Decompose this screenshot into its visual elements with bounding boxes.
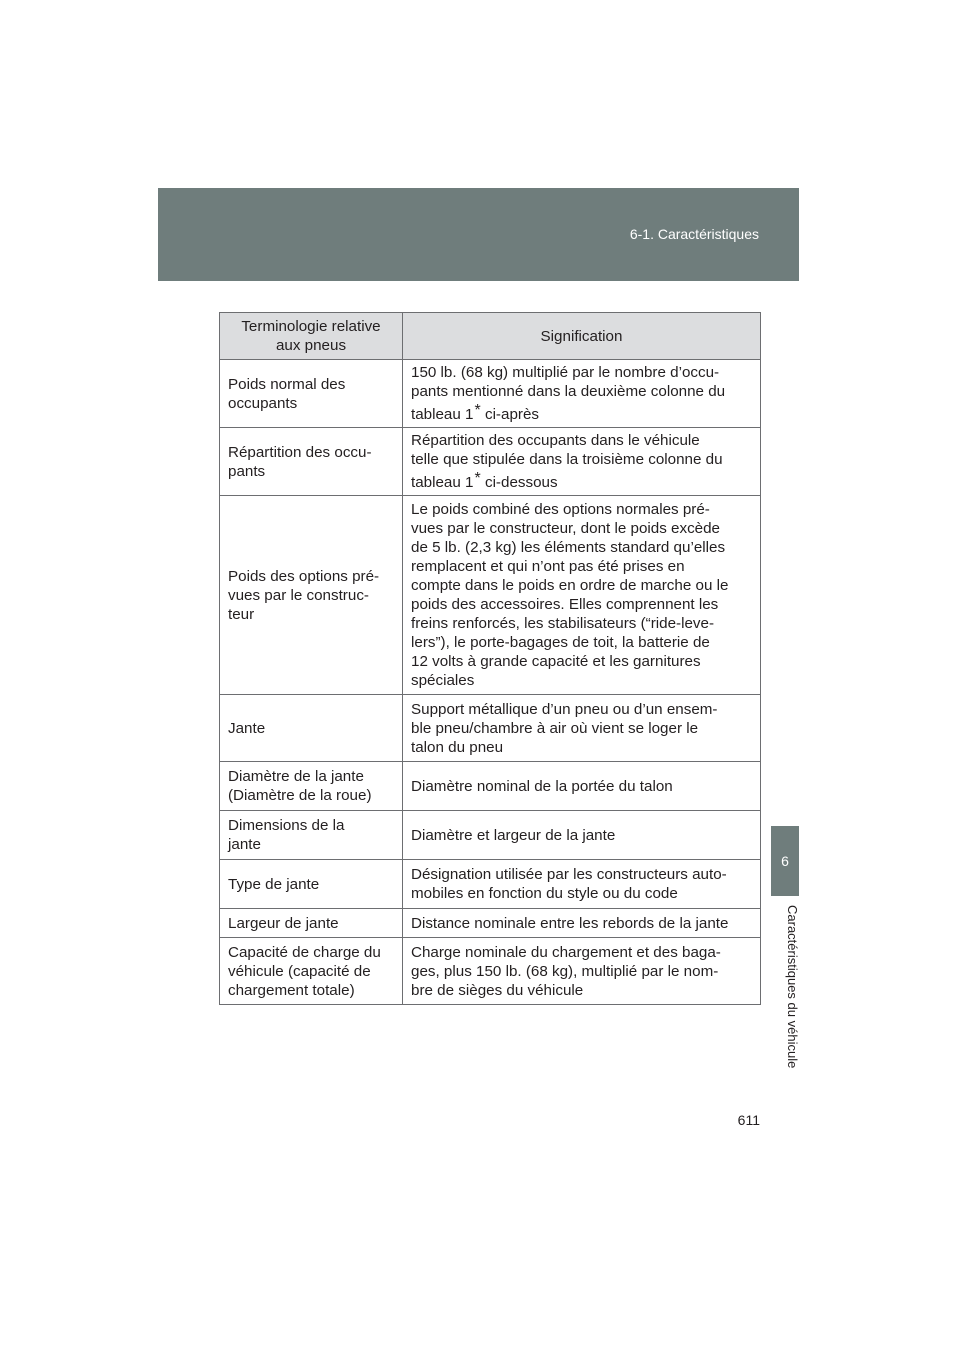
- table-row: [220, 695, 761, 762]
- meaning-line: 150 lb. (68 kg) multiplié par le nombre d’occu-: [411, 364, 720, 381]
- meaning-cell: [403, 762, 761, 811]
- meaning-cell: [403, 360, 761, 428]
- term-line: jante: [228, 836, 261, 853]
- table-row: [220, 811, 761, 860]
- term-cell: [220, 695, 403, 762]
- header-line: Terminologie relative: [241, 318, 381, 335]
- meaning-line: Répartition des occupants dans le véhicule: [411, 432, 700, 449]
- term-line: Jante: [228, 719, 266, 737]
- meaning-line: 12 volts à grande capacité et les garnitures: [411, 653, 701, 670]
- meaning-line: mobiles en fonction du style ou du code: [411, 885, 678, 902]
- meaning-line: telle que stipulée dans la troisième colonne du: [411, 451, 723, 468]
- meaning-cell: [403, 496, 761, 695]
- term-cell: [220, 360, 403, 428]
- chapter-title-vertical: Caractéristiques du véhicule: [785, 905, 800, 1069]
- meaning-cell: [403, 909, 761, 938]
- page-number: 611: [737, 1112, 760, 1128]
- table-row: [220, 428, 761, 496]
- meaning-cell: [403, 938, 761, 1005]
- term-line: Poids normal des: [228, 375, 346, 393]
- section-title: 6-1. Caractéristiques: [629, 226, 759, 242]
- table-row: [220, 860, 761, 909]
- term-line: Répartition des occu-: [228, 443, 372, 461]
- meaning-line: Distance nominale entre les rebords de la jante: [411, 914, 729, 932]
- term-line: Dimensions de la: [228, 817, 345, 834]
- table-row: [220, 360, 761, 428]
- meaning-line: lers”), le porte-bagages de toit, la batterie de: [411, 634, 710, 651]
- table-row: [220, 909, 761, 938]
- table-header-row: [220, 313, 761, 360]
- term-line: véhicule (capacité de: [228, 962, 371, 980]
- meaning-line: bre de sièges du véhicule: [411, 981, 584, 999]
- meaning-line: [411, 401, 752, 424]
- meaning-cell: [403, 811, 761, 860]
- meaning-cell: [403, 428, 761, 496]
- term-line: Type de jante: [228, 875, 320, 893]
- header-line: Signification: [540, 327, 623, 345]
- term-cell: [220, 860, 403, 909]
- meaning-text: tableau 1: [411, 474, 474, 491]
- meaning-line: spéciales: [411, 672, 475, 689]
- meaning-line: remplacent et qui n’ont pas été prises en: [411, 558, 685, 575]
- header-line: aux pneus: [275, 337, 347, 354]
- term-cell: [220, 428, 403, 496]
- term-line: pants: [228, 462, 266, 480]
- meaning-line: Désignation utilisée par les constructeurs auto-: [411, 866, 727, 883]
- meaning-tail: ci-dessous: [484, 474, 558, 491]
- meaning-line: pants mentionné dans la deuxième colonne du: [411, 383, 726, 400]
- table-row: [220, 762, 761, 811]
- meaning-line: Le poids combiné des options normales pré-: [411, 501, 710, 518]
- term-cell: [220, 909, 403, 938]
- meaning-line: poids des accessoires. Elles comprennent les: [411, 596, 719, 613]
- term-line: Diamètre de la jante: [228, 768, 364, 785]
- tire-terminology-table: [219, 312, 761, 1005]
- meaning-line: compte dans le poids en ordre de marche ou le: [411, 577, 729, 594]
- meaning-tail: ci-après: [484, 406, 539, 423]
- term-line: (Diamètre de la roue): [228, 787, 372, 804]
- meaning-line: Diamètre nominal de la portée du talon: [411, 777, 673, 795]
- chapter-header-band: [158, 188, 799, 281]
- meaning-cell: [403, 695, 761, 762]
- meaning-line: vues par le constructeur, dont le poids excède: [411, 520, 720, 537]
- table-row: [220, 938, 761, 1005]
- term-cell: [220, 762, 403, 811]
- meaning-line: de 5 lb. (2,3 kg) les éléments standard qu’elles: [411, 539, 726, 556]
- meaning-text: tableau 1: [411, 406, 474, 423]
- meaning-line: Charge nominale du chargement et des baga-: [411, 943, 721, 961]
- chapter-tab: [771, 826, 799, 896]
- footnote-star: *: [474, 402, 481, 419]
- term-cell: [220, 938, 403, 1005]
- term-cell: [220, 496, 403, 695]
- term-line: Largeur de jante: [228, 914, 339, 932]
- term-line: Poids des options pré-: [228, 567, 380, 585]
- meaning-line: Diamètre et largeur de la jante: [411, 826, 616, 844]
- term-line: Capacité de charge du: [228, 943, 381, 961]
- meaning-line: talon du pneu: [411, 738, 504, 756]
- meaning-line: ble pneu/chambre à air où vient se loger le: [411, 719, 699, 737]
- term-line: teur: [228, 605, 255, 623]
- term-line: chargement totale): [228, 981, 355, 999]
- chapter-number: 6: [781, 853, 789, 869]
- meaning-line: freins renforcés, les stabilisateurs (“ride-leve-: [411, 615, 715, 632]
- term-cell: [220, 811, 403, 860]
- term-line: vues par le construc-: [228, 586, 369, 604]
- column-header-term: [220, 313, 403, 360]
- table-row: [220, 496, 761, 695]
- meaning-line: [411, 469, 752, 492]
- meaning-cell: [403, 860, 761, 909]
- footnote-star: *: [474, 470, 481, 487]
- column-header-meaning: [403, 313, 761, 360]
- meaning-line: ges, plus 150 lb. (68 kg), multiplié par le nom-: [411, 962, 719, 980]
- term-line: occupants: [228, 394, 298, 412]
- meaning-line: Support métallique d’un pneu ou d’un ensem-: [411, 700, 718, 718]
